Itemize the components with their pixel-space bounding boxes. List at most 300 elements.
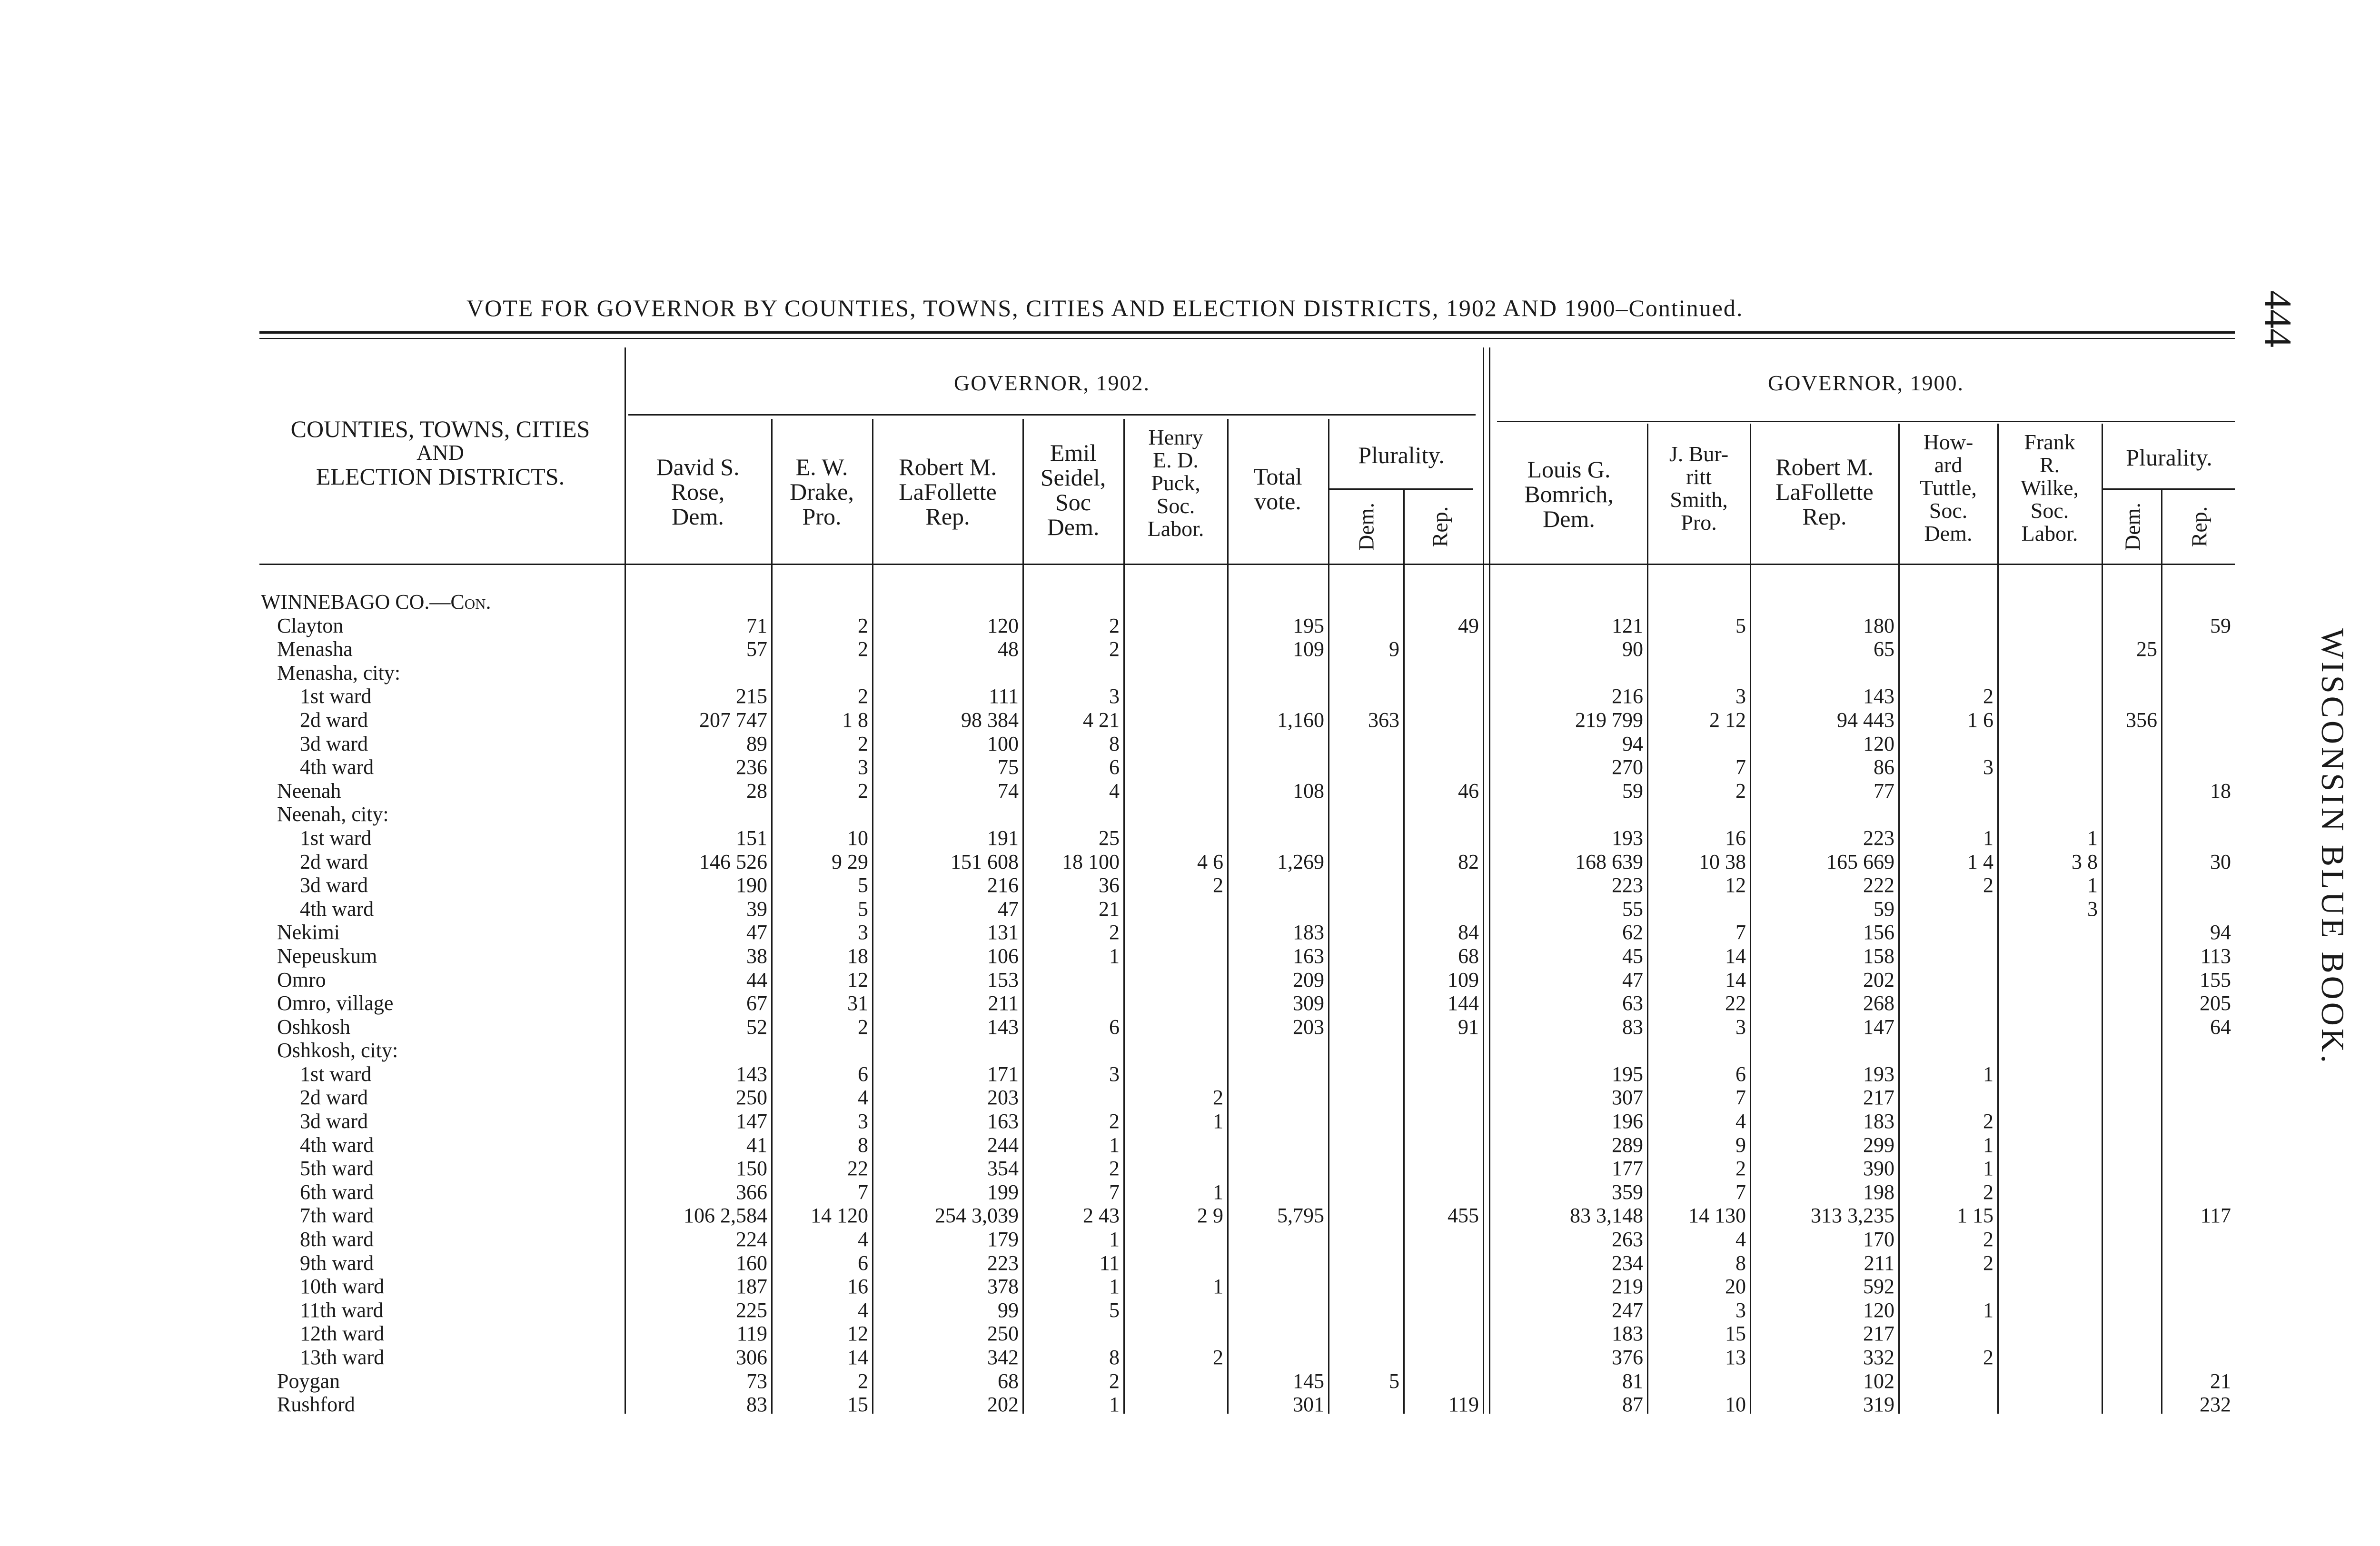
vote-cell: 13 [1725, 1346, 1746, 1369]
vote-cell: 39 [746, 897, 767, 921]
vote-cell: 6 [858, 1062, 868, 1086]
vote-cell: 354 [987, 1157, 1019, 1180]
vote-cell: 2 [858, 1369, 868, 1393]
vote-cell: 9 29 [832, 850, 868, 873]
vote-cell: 7 [1109, 1180, 1120, 1204]
vote-cell [1997, 637, 2102, 661]
vote-cell [1750, 661, 1898, 685]
vote-cell: 7 [1735, 755, 1746, 779]
vote-cell: 2 [1213, 1346, 1223, 1369]
district-name: Neenah, city: [277, 803, 389, 826]
vote-cell: 146 526 [699, 850, 767, 873]
vote-cell: 250 [736, 1086, 767, 1110]
vote-cell: 89 [746, 732, 767, 755]
vote-cell [2161, 1251, 2235, 1275]
vote-cell: 156 [1863, 921, 1894, 944]
vote-cell: 99 [998, 1298, 1019, 1322]
stub-header [259, 416, 621, 489]
vote-cell [1022, 661, 1123, 685]
district-name: Omro, village [277, 991, 394, 1015]
vote-cell: 18 [847, 944, 868, 968]
table-row [257, 850, 2235, 874]
vote-cell: 55 [1622, 897, 1643, 921]
vote-cell: 82 [1458, 850, 1479, 873]
vote-cell [1328, 968, 1403, 992]
district-name: 13th ward [300, 1346, 385, 1369]
vote-cell [1997, 1133, 2102, 1157]
vote-table [257, 590, 2235, 1417]
vote-cell: 5 [1109, 1298, 1120, 1322]
vote-cell [1227, 755, 1328, 779]
district-name: 1st ward [300, 1062, 372, 1086]
vote-cell [1022, 1322, 1123, 1346]
vote-cell: 91 [1458, 1015, 1479, 1039]
vote-cell: 1 [1213, 1180, 1223, 1204]
district-name: Menasha [277, 637, 353, 661]
vote-cell [1898, 921, 1997, 944]
vote-cell [1328, 1346, 1403, 1369]
district-name: Oshkosh [277, 1015, 351, 1039]
col-plurality-dem-1900: Dem. [2120, 503, 2145, 551]
vote-cell [2161, 803, 2235, 826]
vote-cell: 195 [1293, 614, 1324, 637]
district-name: 7th ward [300, 1204, 374, 1228]
district-name: 2d ward [300, 850, 368, 873]
vote-cell [1227, 1298, 1328, 1322]
col-label-line: Emil [1050, 439, 1097, 466]
vote-cell: 179 [987, 1228, 1019, 1251]
col-rose-1902 [626, 455, 769, 529]
vote-cell: 30 [2210, 850, 2231, 873]
vote-cell: 147 [1863, 1015, 1894, 1039]
vote-cell [1997, 1086, 2102, 1110]
vote-cell [872, 1039, 1022, 1062]
vote-cell [1997, 1393, 2102, 1417]
vote-cell: 8 [1109, 1346, 1120, 1369]
vote-cell [1123, 661, 1227, 685]
vote-cell [1123, 732, 1227, 756]
vote-cell [1403, 1110, 1483, 1133]
district-name: 5th ward [300, 1157, 374, 1180]
district-name: 4th ward [300, 755, 374, 779]
vote-cell: 62 [1622, 921, 1643, 944]
col-total-1902 [1229, 464, 1327, 514]
vote-cell [1483, 1039, 1647, 1062]
vote-cell [1328, 1086, 1403, 1110]
vote-cell [1022, 803, 1123, 826]
vote-cell: 5 [1735, 614, 1746, 637]
table-row [257, 1275, 2235, 1298]
vote-cell [1328, 1251, 1403, 1275]
vote-cell: 25 [2136, 637, 2157, 661]
vote-cell [1997, 1275, 2102, 1298]
vote-cell: 38 [746, 944, 767, 968]
vote-cell [2102, 1157, 2161, 1180]
vote-cell [1328, 1133, 1403, 1157]
vote-cell: 18 100 [1062, 850, 1120, 873]
vote-cell [1403, 1298, 1483, 1322]
vote-cell [1997, 708, 2102, 732]
vote-cell [1123, 803, 1227, 826]
vote-cell [1647, 661, 1750, 685]
vote-cell [1898, 1039, 1997, 1062]
vote-cell [1647, 803, 1750, 826]
vote-cell: 41 [746, 1133, 767, 1157]
vote-cell [1647, 590, 1750, 614]
vote-cell [1898, 1393, 1997, 1417]
vote-cell: 151 [736, 826, 767, 850]
vote-cell: 131 [987, 921, 1019, 944]
vote-cell [1123, 614, 1227, 638]
vote-cell: 46 [1458, 779, 1479, 803]
vote-cell [1123, 708, 1227, 732]
vote-cell: 2 [1109, 637, 1120, 661]
vote-cell [872, 661, 1022, 685]
col-label-line: Labor. [1147, 516, 1204, 541]
vote-cell: 2 [1109, 1110, 1120, 1133]
vote-cell [1328, 1039, 1403, 1062]
vote-cell [1997, 1228, 2102, 1251]
vote-cell: 247 [1612, 1298, 1643, 1322]
col-plurality-1902: Plurality. [1358, 442, 1445, 468]
col-plurality-dem-1902: Dem. [1354, 503, 1378, 551]
vote-cell [1997, 1346, 2102, 1369]
col-label-line: Soc. [1156, 494, 1195, 518]
table-body [257, 590, 2235, 1417]
col-label-line: R. [2039, 453, 2060, 477]
table-row [257, 968, 2235, 992]
vote-cell: 455 [1448, 1204, 1479, 1228]
vote-cell [1997, 1298, 2102, 1322]
vote-cell: 1 4 [1967, 850, 1993, 873]
vote-cell [2102, 803, 2161, 826]
vote-cell [1328, 921, 1403, 944]
vote-cell: 1,160 [1277, 708, 1324, 732]
vote-cell [771, 661, 872, 685]
vote-cell: 6 [1109, 1015, 1120, 1039]
vote-cell [771, 590, 872, 614]
col-label-line: Dem. [672, 503, 724, 530]
vote-cell [1328, 1228, 1403, 1251]
vote-cell [1997, 661, 2102, 685]
vote-cell [1227, 873, 1328, 897]
vote-cell [2102, 1062, 2161, 1086]
vote-cell: 22 [847, 1157, 868, 1180]
vote-cell [1997, 1251, 2102, 1275]
vote-cell: 151 608 [951, 850, 1019, 873]
vote-cell [1898, 661, 1997, 685]
vote-cell [2102, 684, 2161, 708]
vote-cell: 145 [1293, 1369, 1324, 1393]
district-name: Rushford [277, 1393, 355, 1417]
vote-cell [1647, 1039, 1750, 1062]
vote-cell [1997, 732, 2102, 756]
vote-cell: 1 [1109, 1393, 1120, 1417]
vote-cell: 3 [1983, 755, 1993, 779]
vote-cell [1750, 1039, 1898, 1062]
vote-cell: 203 [987, 1086, 1019, 1110]
col-puck-1902 [1125, 426, 1226, 540]
vote-cell [1123, 991, 1227, 1015]
vote-cell: 94 443 [1837, 708, 1894, 732]
vote-cell: 6 [1735, 1062, 1746, 1086]
district-name: Neenah [277, 779, 341, 803]
col-label-line: Soc. [2030, 498, 2069, 523]
vote-cell: 2 [1735, 779, 1746, 803]
col-label-line: Robert M. [899, 454, 997, 480]
vote-cell: 191 [987, 826, 1019, 850]
vote-cell [2102, 1298, 2161, 1322]
table-row [257, 637, 2235, 661]
district-name: 3d ward [300, 732, 368, 755]
vote-cell: 193 [1863, 1062, 1894, 1086]
vote-cell: 14 130 [1688, 1204, 1746, 1228]
vote-cell: 44 [746, 968, 767, 991]
vote-cell: 177 [1612, 1157, 1643, 1180]
vote-cell [2102, 1251, 2161, 1275]
table-row [257, 1086, 2235, 1110]
vote-cell: 120 [987, 614, 1019, 637]
vote-cell: 5 [858, 873, 868, 897]
vote-cell [1227, 732, 1328, 756]
vote-cell [1328, 1298, 1403, 1322]
vote-cell [1227, 684, 1328, 708]
vote-cell: 113 [2200, 944, 2231, 968]
vote-cell [1898, 944, 1997, 968]
vote-cell [2102, 1346, 2161, 1369]
district-name: 11th ward [300, 1298, 384, 1322]
vote-cell: 4 [1109, 779, 1120, 803]
table-row [257, 1298, 2235, 1322]
col-label-line: Labor. [2021, 521, 2078, 545]
col-label-line: Robert M. [1775, 454, 1874, 480]
vote-cell: 170 [1863, 1228, 1894, 1251]
district-name: 2d ward [300, 708, 368, 732]
table-row [257, 1180, 2235, 1204]
vote-cell [1403, 1180, 1483, 1204]
vote-cell: 94 [1622, 732, 1643, 755]
vote-cell: 222 [1863, 873, 1894, 897]
stub-header-line: COUNTIES, TOWNS, CITIES [290, 416, 590, 442]
vote-cell: 1 [2087, 826, 2098, 850]
vote-cell [1997, 614, 2102, 638]
vote-cell [2102, 755, 2161, 779]
vote-cell: 1 [1983, 1157, 1993, 1180]
vote-cell: 1 [1983, 1298, 1993, 1322]
vote-cell [1328, 1110, 1403, 1133]
vote-cell [1227, 1251, 1328, 1275]
vote-cell: 2 [858, 732, 868, 755]
col-label-line: Soc [1055, 489, 1091, 515]
col-drake-1902 [773, 455, 871, 529]
district-name: 1st ward [300, 826, 372, 850]
vote-cell: 4 [858, 1228, 868, 1251]
vote-cell [1227, 1039, 1328, 1062]
vote-cell [1328, 1204, 1403, 1228]
district-name: 3d ward [300, 1110, 368, 1133]
vote-cell [1123, 1228, 1227, 1251]
vote-cell: 7 [1735, 921, 1746, 944]
vote-cell: 47 [998, 897, 1019, 921]
vote-cell [2161, 1346, 2235, 1369]
district-name: Clayton [277, 614, 344, 637]
vote-cell: 2 [1983, 1251, 1993, 1275]
vote-cell: 73 [746, 1369, 767, 1393]
vote-cell: 2 [1983, 1346, 1993, 1369]
vote-cell: 203 [1293, 1015, 1324, 1039]
vote-cell: 219 [1612, 1275, 1643, 1298]
vote-cell [1123, 779, 1227, 803]
vote-cell [1997, 1062, 2102, 1086]
table-row [257, 897, 2235, 921]
col-label-line: J. Bur- [1669, 442, 1729, 466]
vote-cell: 216 [1612, 684, 1643, 708]
vote-cell: 216 [987, 873, 1019, 897]
vote-cell: 270 [1612, 755, 1643, 779]
vote-cell [2161, 732, 2235, 756]
vote-cell [1898, 614, 1997, 638]
table-row [257, 1157, 2235, 1180]
vote-cell: 48 [998, 637, 1019, 661]
col-tuttle-1900 [1900, 431, 1996, 545]
vote-cell [2102, 614, 2161, 638]
vote-cell [1403, 1322, 1483, 1346]
vote-cell: 15 [1725, 1322, 1746, 1346]
table-row [257, 590, 2235, 614]
vote-cell [1898, 1322, 1997, 1346]
vote-cell: 209 [1293, 968, 1324, 991]
vote-cell [1123, 826, 1227, 850]
vote-cell [1123, 1298, 1227, 1322]
vote-cell: 2 [858, 684, 868, 708]
vote-cell [2102, 1086, 2161, 1110]
vote-cell: 100 [987, 732, 1019, 755]
vote-cell: 1 [1109, 944, 1120, 968]
vote-cell: 8 [1109, 732, 1120, 755]
vote-cell: 390 [1863, 1157, 1894, 1180]
vote-cell [1123, 1133, 1227, 1157]
vote-cell [1403, 661, 1483, 685]
vote-cell: 1 8 [842, 708, 868, 732]
vote-cell: 150 [736, 1157, 767, 1180]
vote-cell: 120 [1863, 732, 1894, 755]
vote-cell: 2 [1213, 1086, 1223, 1110]
vote-cell [1022, 590, 1123, 614]
vote-cell [1227, 803, 1328, 826]
vote-cell [1328, 684, 1403, 708]
vote-cell: 4 [1735, 1228, 1746, 1251]
vote-cell: 3 8 [2072, 850, 2098, 873]
vote-cell: 4 [858, 1298, 868, 1322]
vote-cell [1328, 1015, 1403, 1039]
table-row [257, 1346, 2235, 1369]
col-label-line: Drake, [790, 478, 854, 505]
vote-cell: 15 [847, 1393, 868, 1417]
vote-cell [1123, 968, 1227, 992]
district-name: 8th ward [300, 1228, 374, 1251]
vote-cell: 193 [1612, 826, 1643, 850]
vote-cell: 49 [1458, 614, 1479, 637]
vote-cell [1227, 1062, 1328, 1086]
stub-header-line: AND [416, 440, 464, 465]
vote-cell [1898, 1086, 1997, 1110]
district-name: 10th ward [300, 1275, 385, 1298]
vote-cell [2161, 1180, 2235, 1204]
vote-cell [2161, 755, 2235, 779]
vote-cell [1123, 944, 1227, 968]
vote-cell: 2 12 [1709, 708, 1746, 732]
vote-cell [1123, 1039, 1227, 1062]
vote-cell: 356 [2126, 708, 2157, 732]
vote-cell [1328, 1180, 1403, 1204]
vote-cell: 3 [1109, 1062, 1120, 1086]
col-label-line: Bomrich, [1524, 481, 1614, 507]
district-name: 9th ward [300, 1251, 374, 1275]
vote-cell: 36 [1099, 873, 1120, 897]
col-plurality-rep-1900: Rep. [2187, 506, 2211, 547]
vote-cell [2102, 944, 2161, 968]
vote-cell [1328, 732, 1403, 756]
vote-cell: 205 [2200, 991, 2231, 1015]
table-row [257, 755, 2235, 779]
vote-cell [1227, 897, 1328, 921]
vote-cell: 232 [2200, 1393, 2231, 1417]
vote-cell [1403, 1086, 1483, 1110]
vote-cell: 7 [1735, 1086, 1746, 1110]
vote-cell: 215 [736, 684, 767, 708]
col-label-line: Pro. [1681, 510, 1717, 535]
vote-cell: 3 [2087, 897, 2098, 921]
vote-cell: 5 [858, 897, 868, 921]
vote-cell [1227, 826, 1328, 850]
vote-cell: 2 [1213, 873, 1223, 897]
vote-cell: 16 [847, 1275, 868, 1298]
vote-cell [1997, 779, 2102, 803]
vote-cell: 21 [2210, 1369, 2231, 1393]
vote-cell [1403, 708, 1483, 732]
vote-cell: 250 [987, 1322, 1019, 1346]
vote-cell: 183 [1863, 1110, 1894, 1133]
vote-cell: 1 [1983, 1062, 1993, 1086]
vote-cell: 378 [987, 1275, 1019, 1298]
vote-cell [2161, 590, 2235, 614]
vote-cell [1997, 1369, 2102, 1393]
vote-cell: 16 [1725, 826, 1746, 850]
col-lafollette-1902 [874, 455, 1021, 529]
vote-cell: 2 [858, 614, 868, 637]
vote-cell [1898, 637, 1997, 661]
vote-cell [2102, 968, 2161, 992]
vote-cell: 183 [1612, 1322, 1643, 1346]
vote-cell: 301 [1293, 1393, 1324, 1417]
vote-cell [1898, 897, 1997, 921]
vote-cell [1898, 803, 1997, 826]
vote-cell: 2 [1109, 614, 1120, 637]
vote-cell: 289 [1612, 1133, 1643, 1157]
vote-cell [872, 803, 1022, 826]
top-rule [259, 331, 2235, 334]
vote-cell: 147 [736, 1110, 767, 1133]
vote-cell [2161, 1110, 2235, 1133]
vote-cell [1898, 1369, 1997, 1393]
vote-cell: 75 [998, 755, 1019, 779]
table-row [257, 873, 2235, 897]
vote-cell [625, 803, 771, 826]
table-row [257, 1015, 2235, 1039]
vote-cell: 225 [736, 1298, 767, 1322]
stub-header-line: ELECTION DISTRICTS. [316, 463, 565, 490]
vote-cell [1022, 1039, 1123, 1062]
